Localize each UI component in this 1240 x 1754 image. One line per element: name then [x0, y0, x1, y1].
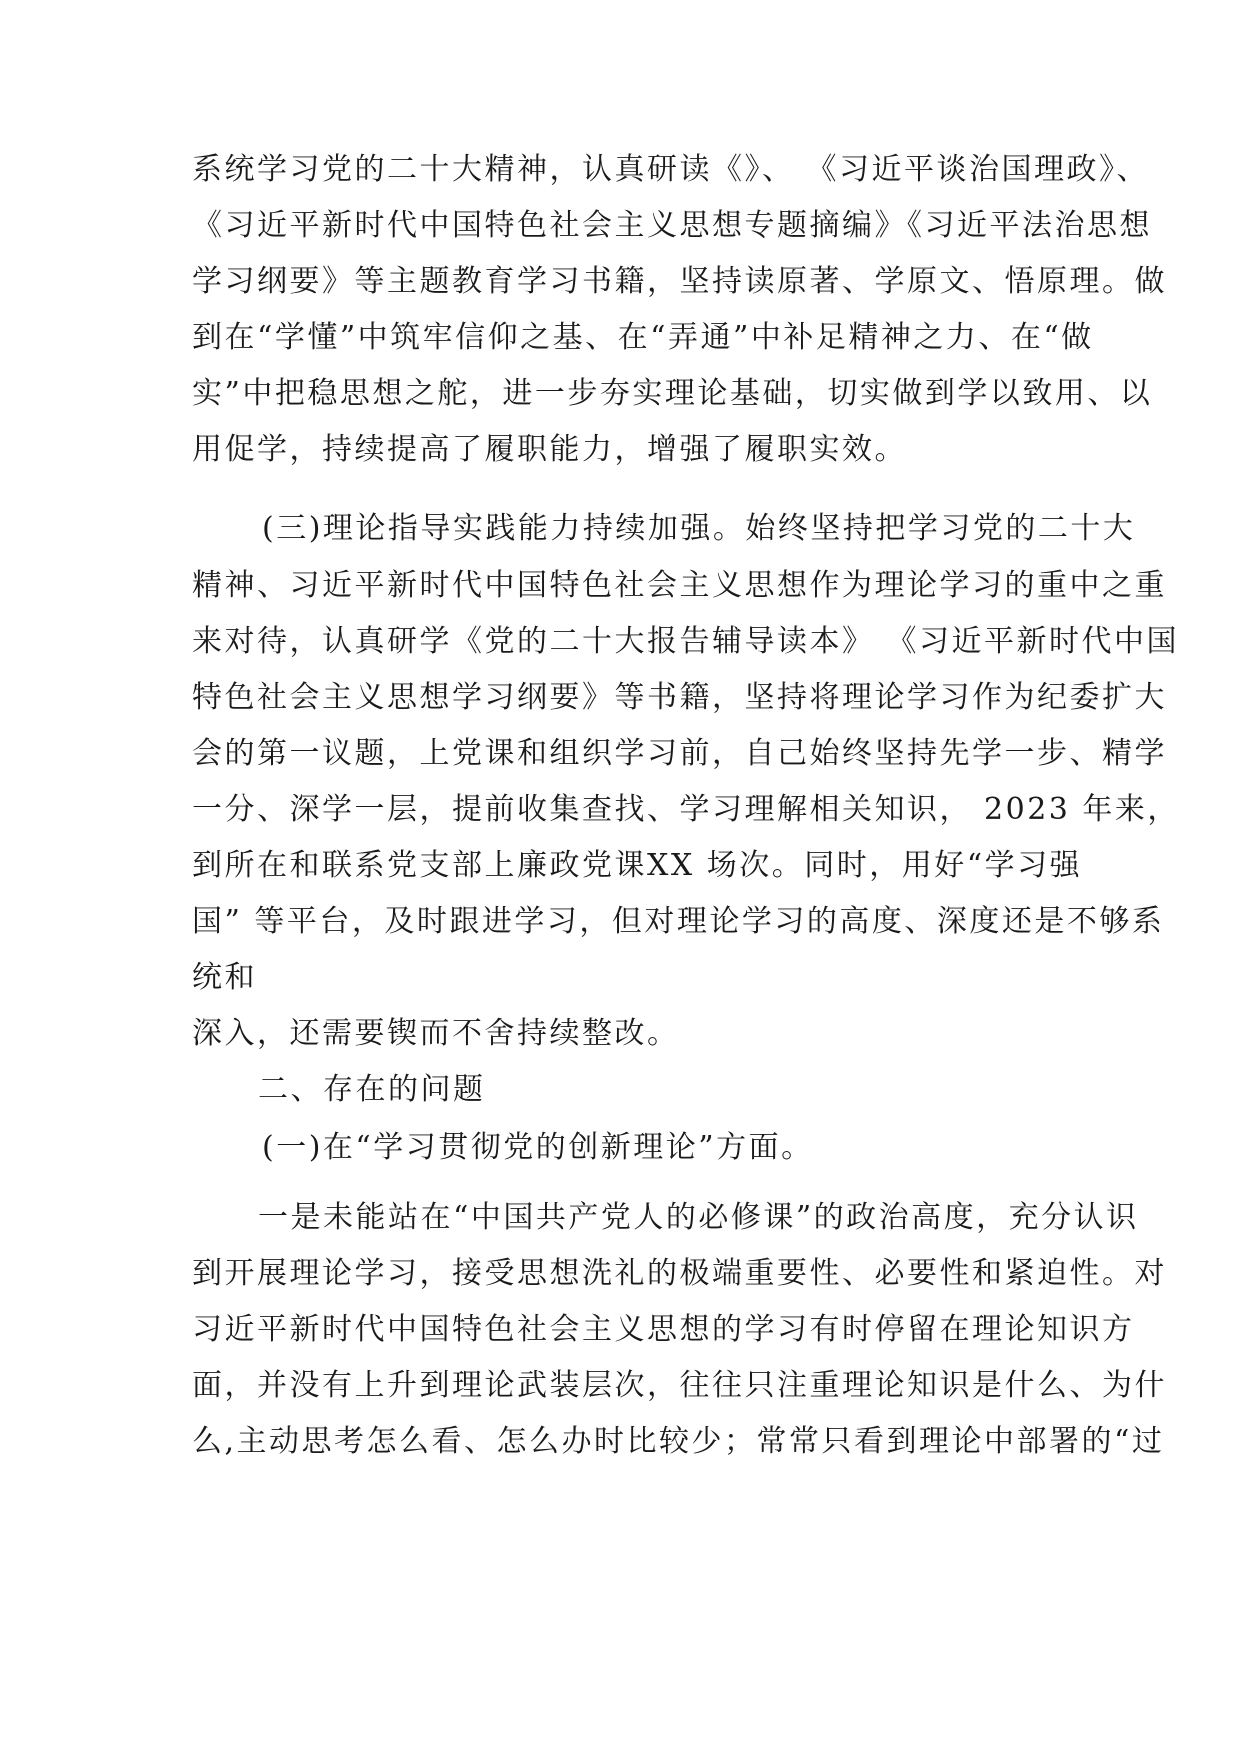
paragraph-line: 实”中把稳思想之舵，进一步夯实理论基础，切实做到学以致用、以	[192, 376, 1153, 411]
paragraph-line: 到在“学懂”中筑牢信仰之基、在“弄通”中补足精神之力、在“做	[192, 320, 1094, 355]
paragraph-line: 《习近平新时代中国特色社会主义思想专题摘编》《习近平法治思想	[192, 208, 1152, 243]
paragraph-line: 学习纲要》等主题教育学习书籍，坚持读原著、学原文、悟原理。做	[192, 264, 1167, 299]
paragraph-line: 来对待，认真研学《党的二十大报告辅导读本》 《习近平新时代中国	[192, 624, 1180, 659]
paragraph-line: 习近平新时代中国特色社会主义思想的学习有时停留在理论知识方	[192, 1312, 1135, 1347]
paragraph-line: 深入，还需要锲而不舍持续整改。	[192, 1016, 680, 1051]
paragraph-line: 用促学，持续提高了履职能力，增强了履职实效。	[192, 432, 907, 467]
paragraph-line: 统和	[192, 960, 257, 995]
paragraph-line: 一是未能站在“中国共产党人的必修课”的政治高度，充分认识	[258, 1200, 1139, 1235]
paragraph-line: 特色社会主义思想学习纲要》等书籍，坚持将理论学习作为纪委扩大	[192, 680, 1167, 715]
subsection-heading-1: (一)在“学习贯彻党的创新理论”方面。	[262, 1130, 814, 1165]
paragraph-line: 一分、深学一层，提前收集查找、学习理解相关知识， 2023 年来，	[192, 792, 1180, 827]
paragraph-line: 么,主动思考怎么看、怎么办时比较少；常常只看到理论中部署的“过	[192, 1424, 1165, 1459]
paragraph-line: 会的第一议题，上党课和组织学习前，自己始终坚持先学一步、精学	[192, 736, 1167, 771]
paragraph-line: 到所在和联系党支部上廉政党课XX 场次。同时，用好“学习强	[192, 848, 1083, 883]
section-heading-2: 二、存在的问题	[258, 1072, 486, 1107]
paragraph-line: 到开展理论学习，接受思想洗礼的极端重要性、必要性和紧迫性。对	[192, 1256, 1167, 1291]
paragraph-line: 系统学习党的二十大精神，认真研读《》、 《习近平谈治国理政》、	[192, 152, 1150, 187]
paragraph-line: 国” 等平台，及时跟进学习，但对理论学习的高度、深度还是不够系	[192, 904, 1165, 939]
paragraph-line: 面，并没有上升到理论武装层次，往往只注重理论知识是什么、为什	[192, 1368, 1167, 1403]
paragraph-line: 精神、习近平新时代中国特色社会主义思想作为理论学习的重中之重	[192, 568, 1167, 603]
section-heading-3: (三)理论指导实践能力持续加强。始终坚持把学习党的二十大	[262, 511, 1136, 546]
